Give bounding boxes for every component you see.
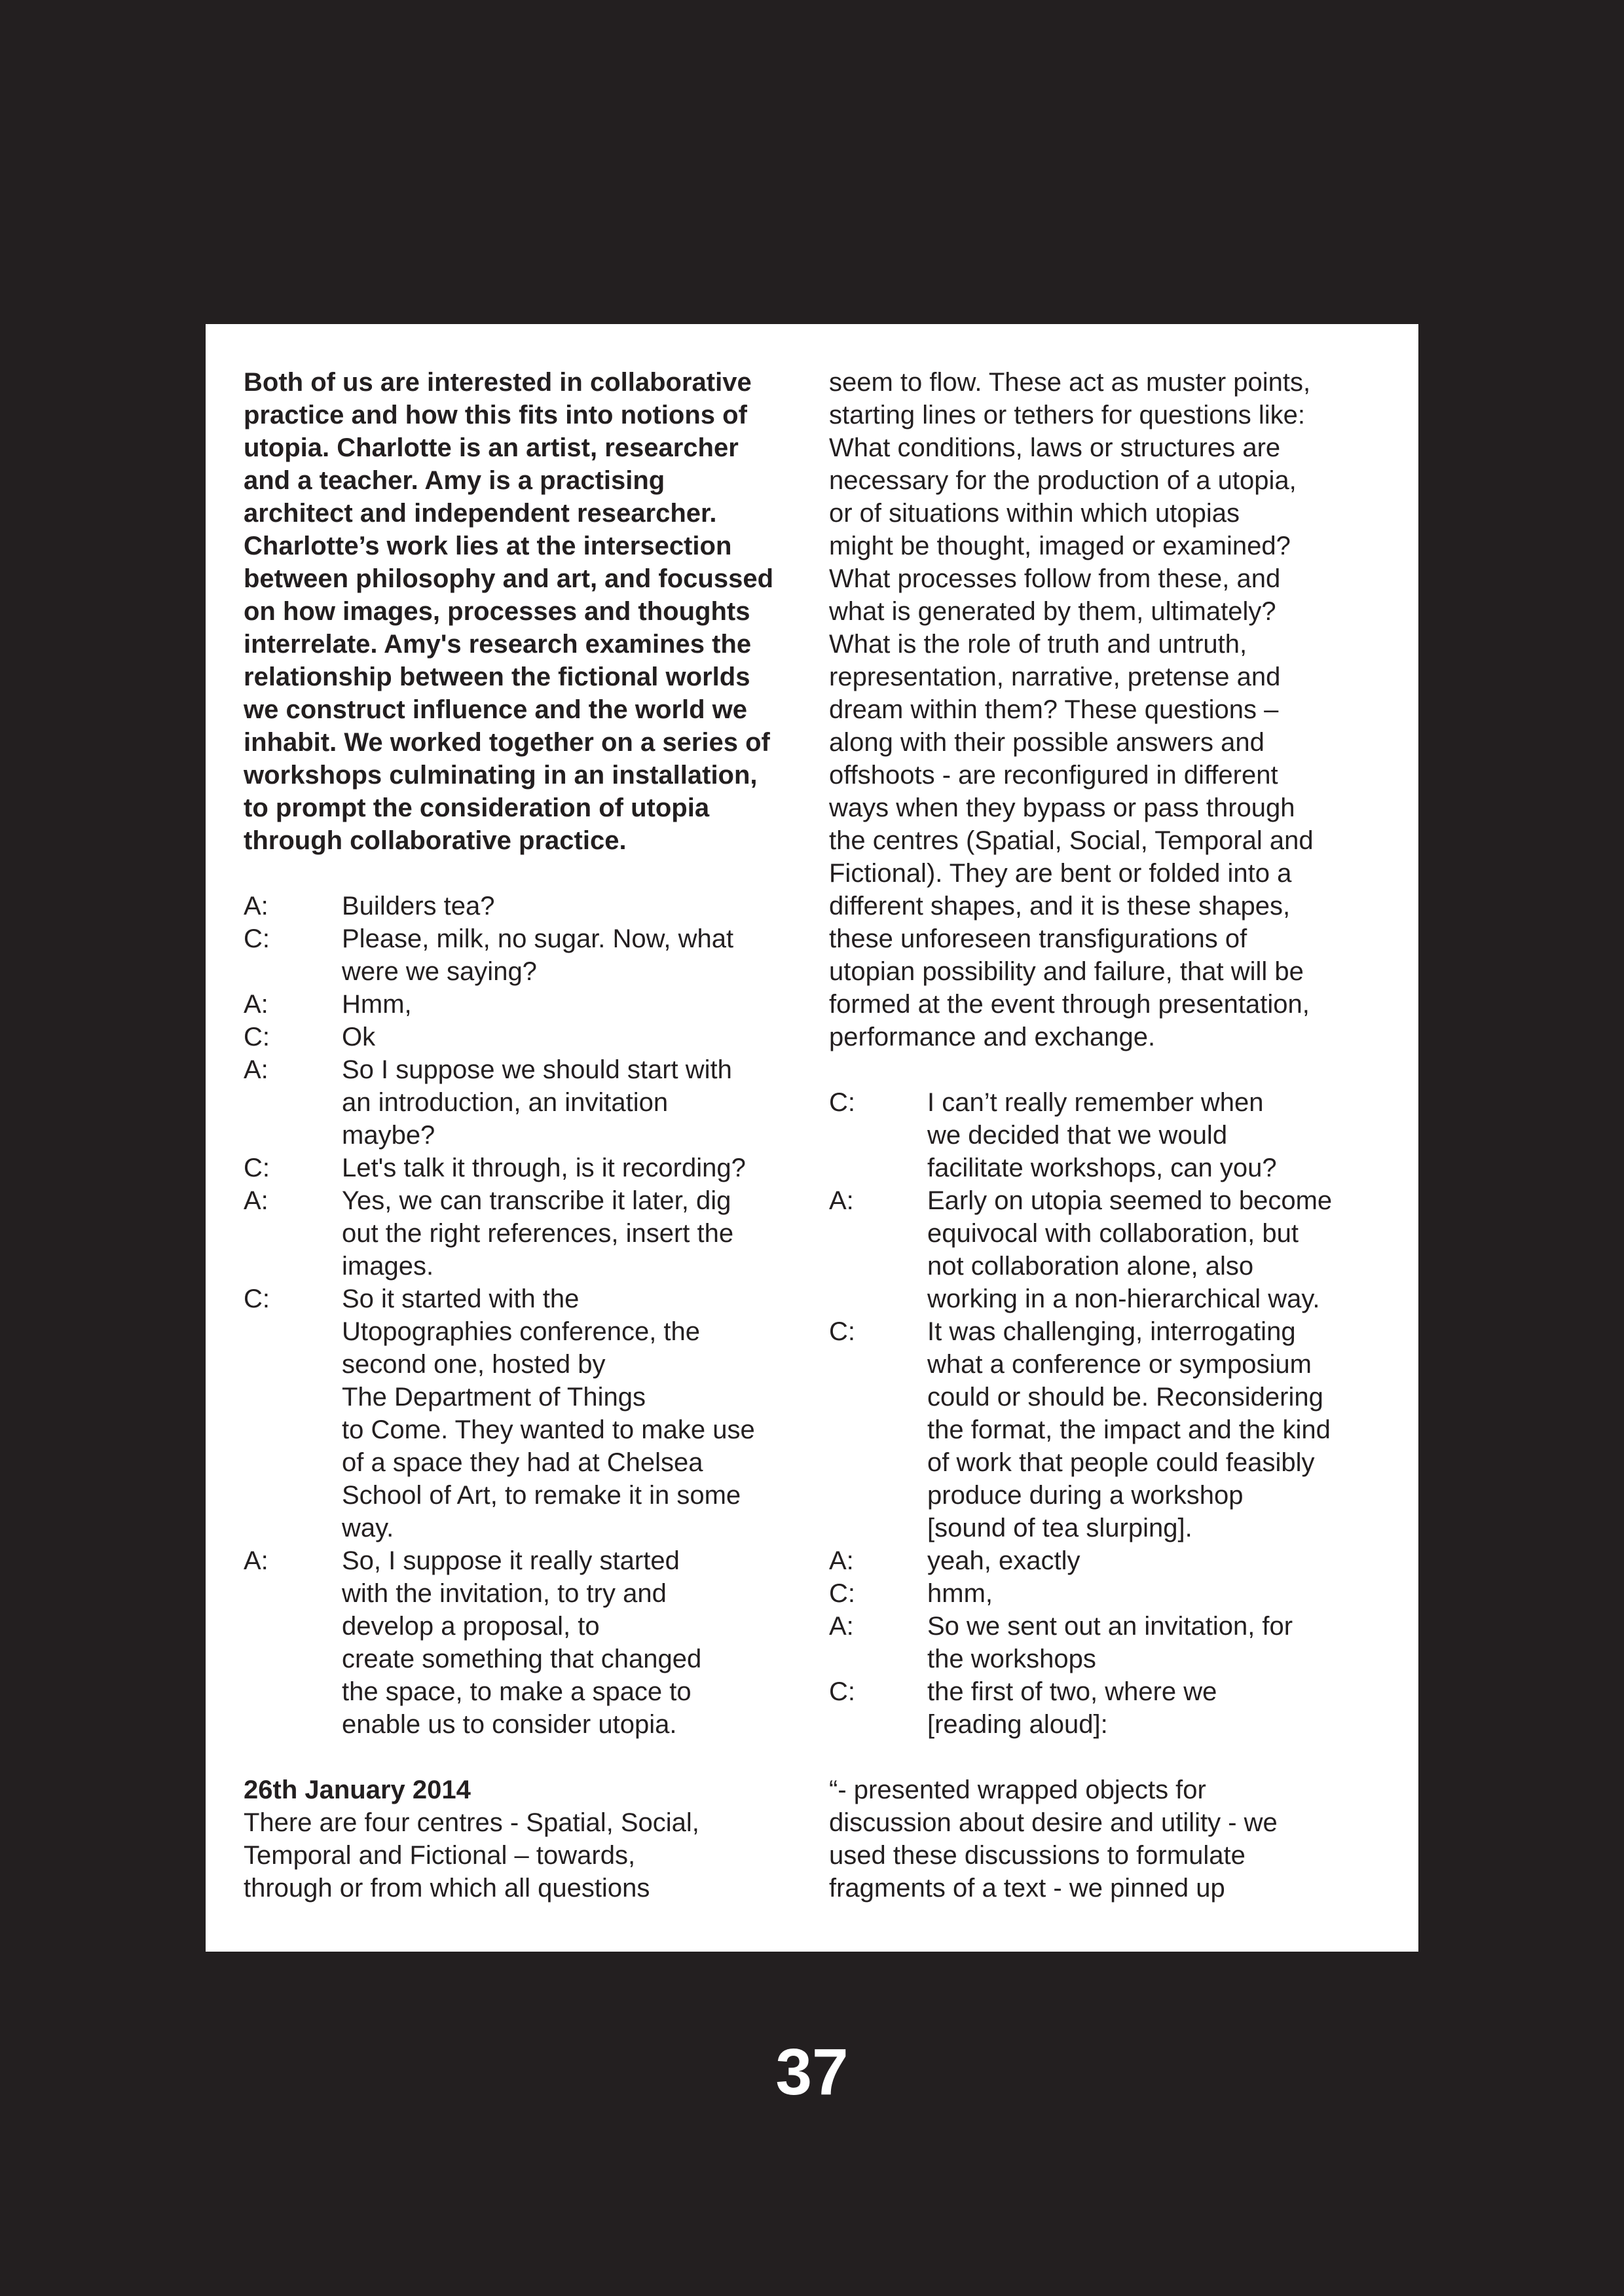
dialogue-turn bbox=[244, 1184, 807, 1283]
right-column bbox=[829, 366, 1392, 1904]
speaker-label: C: bbox=[829, 1677, 855, 1706]
speech-text: It was challenging, interrogating what a conference or symposium could or should be. Reconsidering the format, the impact and the kind of work that people could feasibly produce during a workshop [sound of tea slurping]. bbox=[927, 1317, 1331, 1542]
dialogue-turn bbox=[829, 1315, 1392, 1544]
speaker-label: C: bbox=[829, 1579, 855, 1608]
spacer bbox=[829, 1053, 1392, 1086]
dialogue-turn bbox=[244, 922, 807, 988]
intro-paragraph: Both of us are interested in collaborative practice and how this fits into notions of utopia. Charlotte is an artist, researcher and a teacher. Amy is a practising architect and independent researcher. Charlotte’s work lies at the intersection between philosophy and art, and focussed on how images, processes and thoughts interrelate. Amy's research examines the relationship between the fictional worlds we construct influence and the world we inhabit. We worked together on a series of workshops culminating in an installation, to prompt the consideration of utopia through collaborative practice. bbox=[244, 368, 774, 855]
speech-text: So, I suppose it really started with the invitation, to try and develop a proposal, to create something that changed the space, to make a space to enable us to consider utopia. bbox=[342, 1546, 702, 1739]
spacer bbox=[244, 857, 807, 890]
speech-text: Please, milk, no sugar. Now, what were we saying? bbox=[342, 924, 734, 986]
page-number: 37 bbox=[775, 2035, 849, 2109]
dialogue-turn bbox=[829, 1184, 1392, 1315]
speech-text: Yes, we can transcribe it later, dig out the right references, insert the images. bbox=[342, 1186, 734, 1281]
speaker-label: A: bbox=[244, 1055, 268, 1084]
spacer bbox=[829, 1741, 1392, 1774]
closing-paragraph: There are four centres - Spatial, Social, Temporal and Fictional – towards, through or from which all questions bbox=[244, 1808, 699, 1903]
dialogue-turn bbox=[829, 1610, 1392, 1675]
dialogue-turn bbox=[244, 988, 807, 1021]
dialogue-turn bbox=[244, 1152, 807, 1184]
dialogue-turn bbox=[244, 1053, 807, 1152]
speech-text: Early on utopia seemed to become equivocal with collaboration, but not collaboration alone, also working in a non-hierarchical way. bbox=[927, 1186, 1333, 1313]
speaker-label: C: bbox=[829, 1088, 855, 1117]
dialogue-turn bbox=[244, 1021, 807, 1053]
opening-paragraph: seem to flow. These act as muster points, starting lines or tethers for questions like: What conditions, laws or structures are necessary for the production of a utopia, or of situations within which utopias might be thought, imaged or examined? What processes follow from these, and what is generated by them, ultimately? What is the role of truth and untruth, representation, narrative, pretense and dream within them? These questions – along with their possible answers and offshoots - are reconfigured in different ways when they bypass or pass through the centres (Spatial, Social, Temporal and Fictional). They are bent or folded into a different shapes, and it is these shapes, these unforeseen transfigurations of utopian possibility and failure, that will be formed at the event through presentation, performance and exchange. bbox=[829, 368, 1314, 1051]
speaker-label: A: bbox=[829, 1612, 854, 1641]
speaker-label: A: bbox=[244, 990, 268, 1019]
speaker-label: A: bbox=[829, 1186, 854, 1215]
dialogue-turn bbox=[829, 1086, 1392, 1184]
speaker-label: C: bbox=[244, 924, 270, 953]
right-dialogue bbox=[829, 1086, 1392, 1741]
speech-text: Let's talk it through, is it recording? bbox=[342, 1154, 746, 1182]
speech-text: So we sent out an invitation, for the workshops bbox=[927, 1612, 1293, 1673]
speech-text: Builders tea? bbox=[342, 892, 495, 920]
speaker-label: C: bbox=[244, 1154, 270, 1182]
speaker-label: A: bbox=[244, 1546, 268, 1575]
dialogue-turn bbox=[829, 1577, 1392, 1610]
speaker-label: A: bbox=[244, 892, 268, 920]
page-panel bbox=[206, 324, 1418, 1952]
dialogue-turn bbox=[244, 1283, 807, 1544]
quote-paragraph: “- presented wrapped objects for discussion about desire and utility - we used these discussions to formulate fragments of a text - we pinned up bbox=[829, 1776, 1278, 1903]
dialogue-turn bbox=[829, 1675, 1392, 1741]
speech-text: hmm, bbox=[927, 1579, 993, 1608]
date-heading: 26th January 2014 bbox=[244, 1776, 471, 1804]
spacer bbox=[244, 1741, 807, 1774]
speech-text: yeah, exactly bbox=[927, 1546, 1080, 1575]
speech-text: So I suppose we should start with an introduction, an invitation maybe? bbox=[342, 1055, 732, 1150]
left-column bbox=[244, 366, 807, 1904]
speech-text: Ok bbox=[342, 1023, 376, 1051]
speaker-label: C: bbox=[829, 1317, 855, 1346]
dialogue-turn bbox=[244, 1544, 807, 1741]
speaker-label: C: bbox=[244, 1285, 270, 1313]
speech-text: So it started with the Utopographies conference, the second one, hosted by The Department of Things to Come. They wanted to make use of a space they had at Chelsea School of Art, to remake it in some way. bbox=[342, 1285, 755, 1542]
speech-text: I can’t really remember when we decided that we would facilitate workshops, can you? bbox=[927, 1088, 1277, 1182]
dialogue-turn bbox=[244, 890, 807, 922]
speech-text: the first of two, where we [reading aloud]: bbox=[927, 1677, 1217, 1739]
dialogue-turn bbox=[829, 1544, 1392, 1577]
speech-text: Hmm, bbox=[342, 990, 412, 1019]
left-dialogue bbox=[244, 890, 807, 1741]
speaker-label: A: bbox=[829, 1546, 854, 1575]
speaker-label: A: bbox=[244, 1186, 268, 1215]
speaker-label: C: bbox=[244, 1023, 270, 1051]
